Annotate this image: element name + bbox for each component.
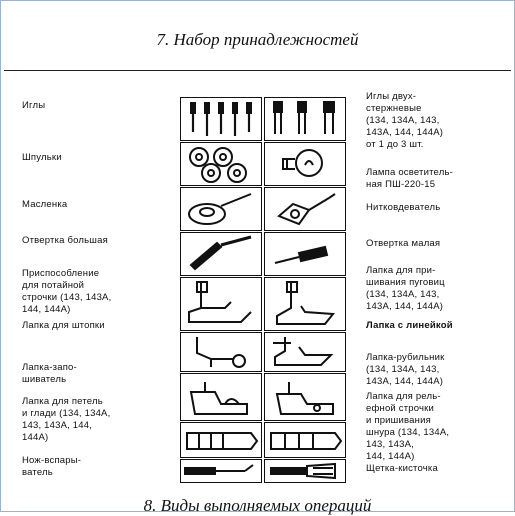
title-rule	[4, 70, 511, 71]
left-label: Масленка	[22, 199, 68, 210]
blind-stitch-attachment-icon	[180, 277, 262, 331]
twin-needles-icon	[264, 97, 346, 141]
bobbins-icon	[180, 142, 262, 186]
brush-icon	[264, 459, 346, 483]
right-label: Отвертка малая	[366, 238, 441, 249]
left-label: Лапка-запо- шиватель	[22, 362, 77, 385]
oiler-icon	[180, 187, 262, 231]
button-foot-icon	[264, 277, 346, 331]
lamp-bulb-icon	[264, 142, 346, 186]
accessories-illustration-grid	[180, 97, 345, 482]
darning-foot-icon	[180, 332, 262, 372]
felling-foot-icon	[264, 373, 346, 421]
buttonhole-foot-icon	[180, 422, 262, 458]
right-label: Лапка для рель- ефной строчки и пришивания шнура (134, 134А, 143, 143А, 144, 144А)	[366, 391, 450, 462]
left-label: Отвертка большая	[22, 235, 108, 246]
left-label: Шпульки	[22, 152, 62, 163]
left-label: Нож-вспары- ватель	[22, 455, 82, 478]
left-label: Иглы	[22, 100, 46, 111]
right-label: Лапка для при- шивания пуговиц (134, 134А, 143, 143А, 144, 144А)	[366, 265, 445, 312]
right-label: Лапка-рубильник (134, 134А, 143, 143А, 144, 144А)	[366, 352, 445, 387]
ruler-foot-icon	[264, 332, 346, 372]
next-section-title: 8. Виды выполняемых операций	[143, 496, 372, 515]
large-screwdriver-icon	[180, 232, 262, 276]
section-title: 7. Набор принадлежностей	[156, 30, 359, 49]
cording-foot-icon	[264, 422, 346, 458]
seam-ripper-icon	[180, 459, 262, 483]
left-label: Лапка для петель и глади (134, 134А, 143, 143А, 144, 144А)	[22, 396, 111, 443]
small-screwdriver-icon	[264, 232, 346, 276]
hemmer-foot-icon	[180, 373, 262, 421]
left-label: Лапка для штопки	[22, 320, 105, 331]
left-label: Приспособление для потайной строчки (143, 143А, 144, 144А)	[22, 268, 112, 315]
right-label: Лампа осветитель- ная ПШ-220-15	[366, 167, 453, 190]
right-label: Лапка с линейкой	[366, 320, 453, 331]
right-label: Щетка-кисточка	[366, 463, 438, 474]
right-label: Иглы двух- стержневые (134, 134А, 143, 143А, 144, 144А) от 1 до 3 шт.	[366, 91, 444, 150]
needles-icon	[180, 97, 262, 141]
threader-icon	[264, 187, 346, 231]
right-label: Нитковдеватель	[366, 202, 441, 213]
